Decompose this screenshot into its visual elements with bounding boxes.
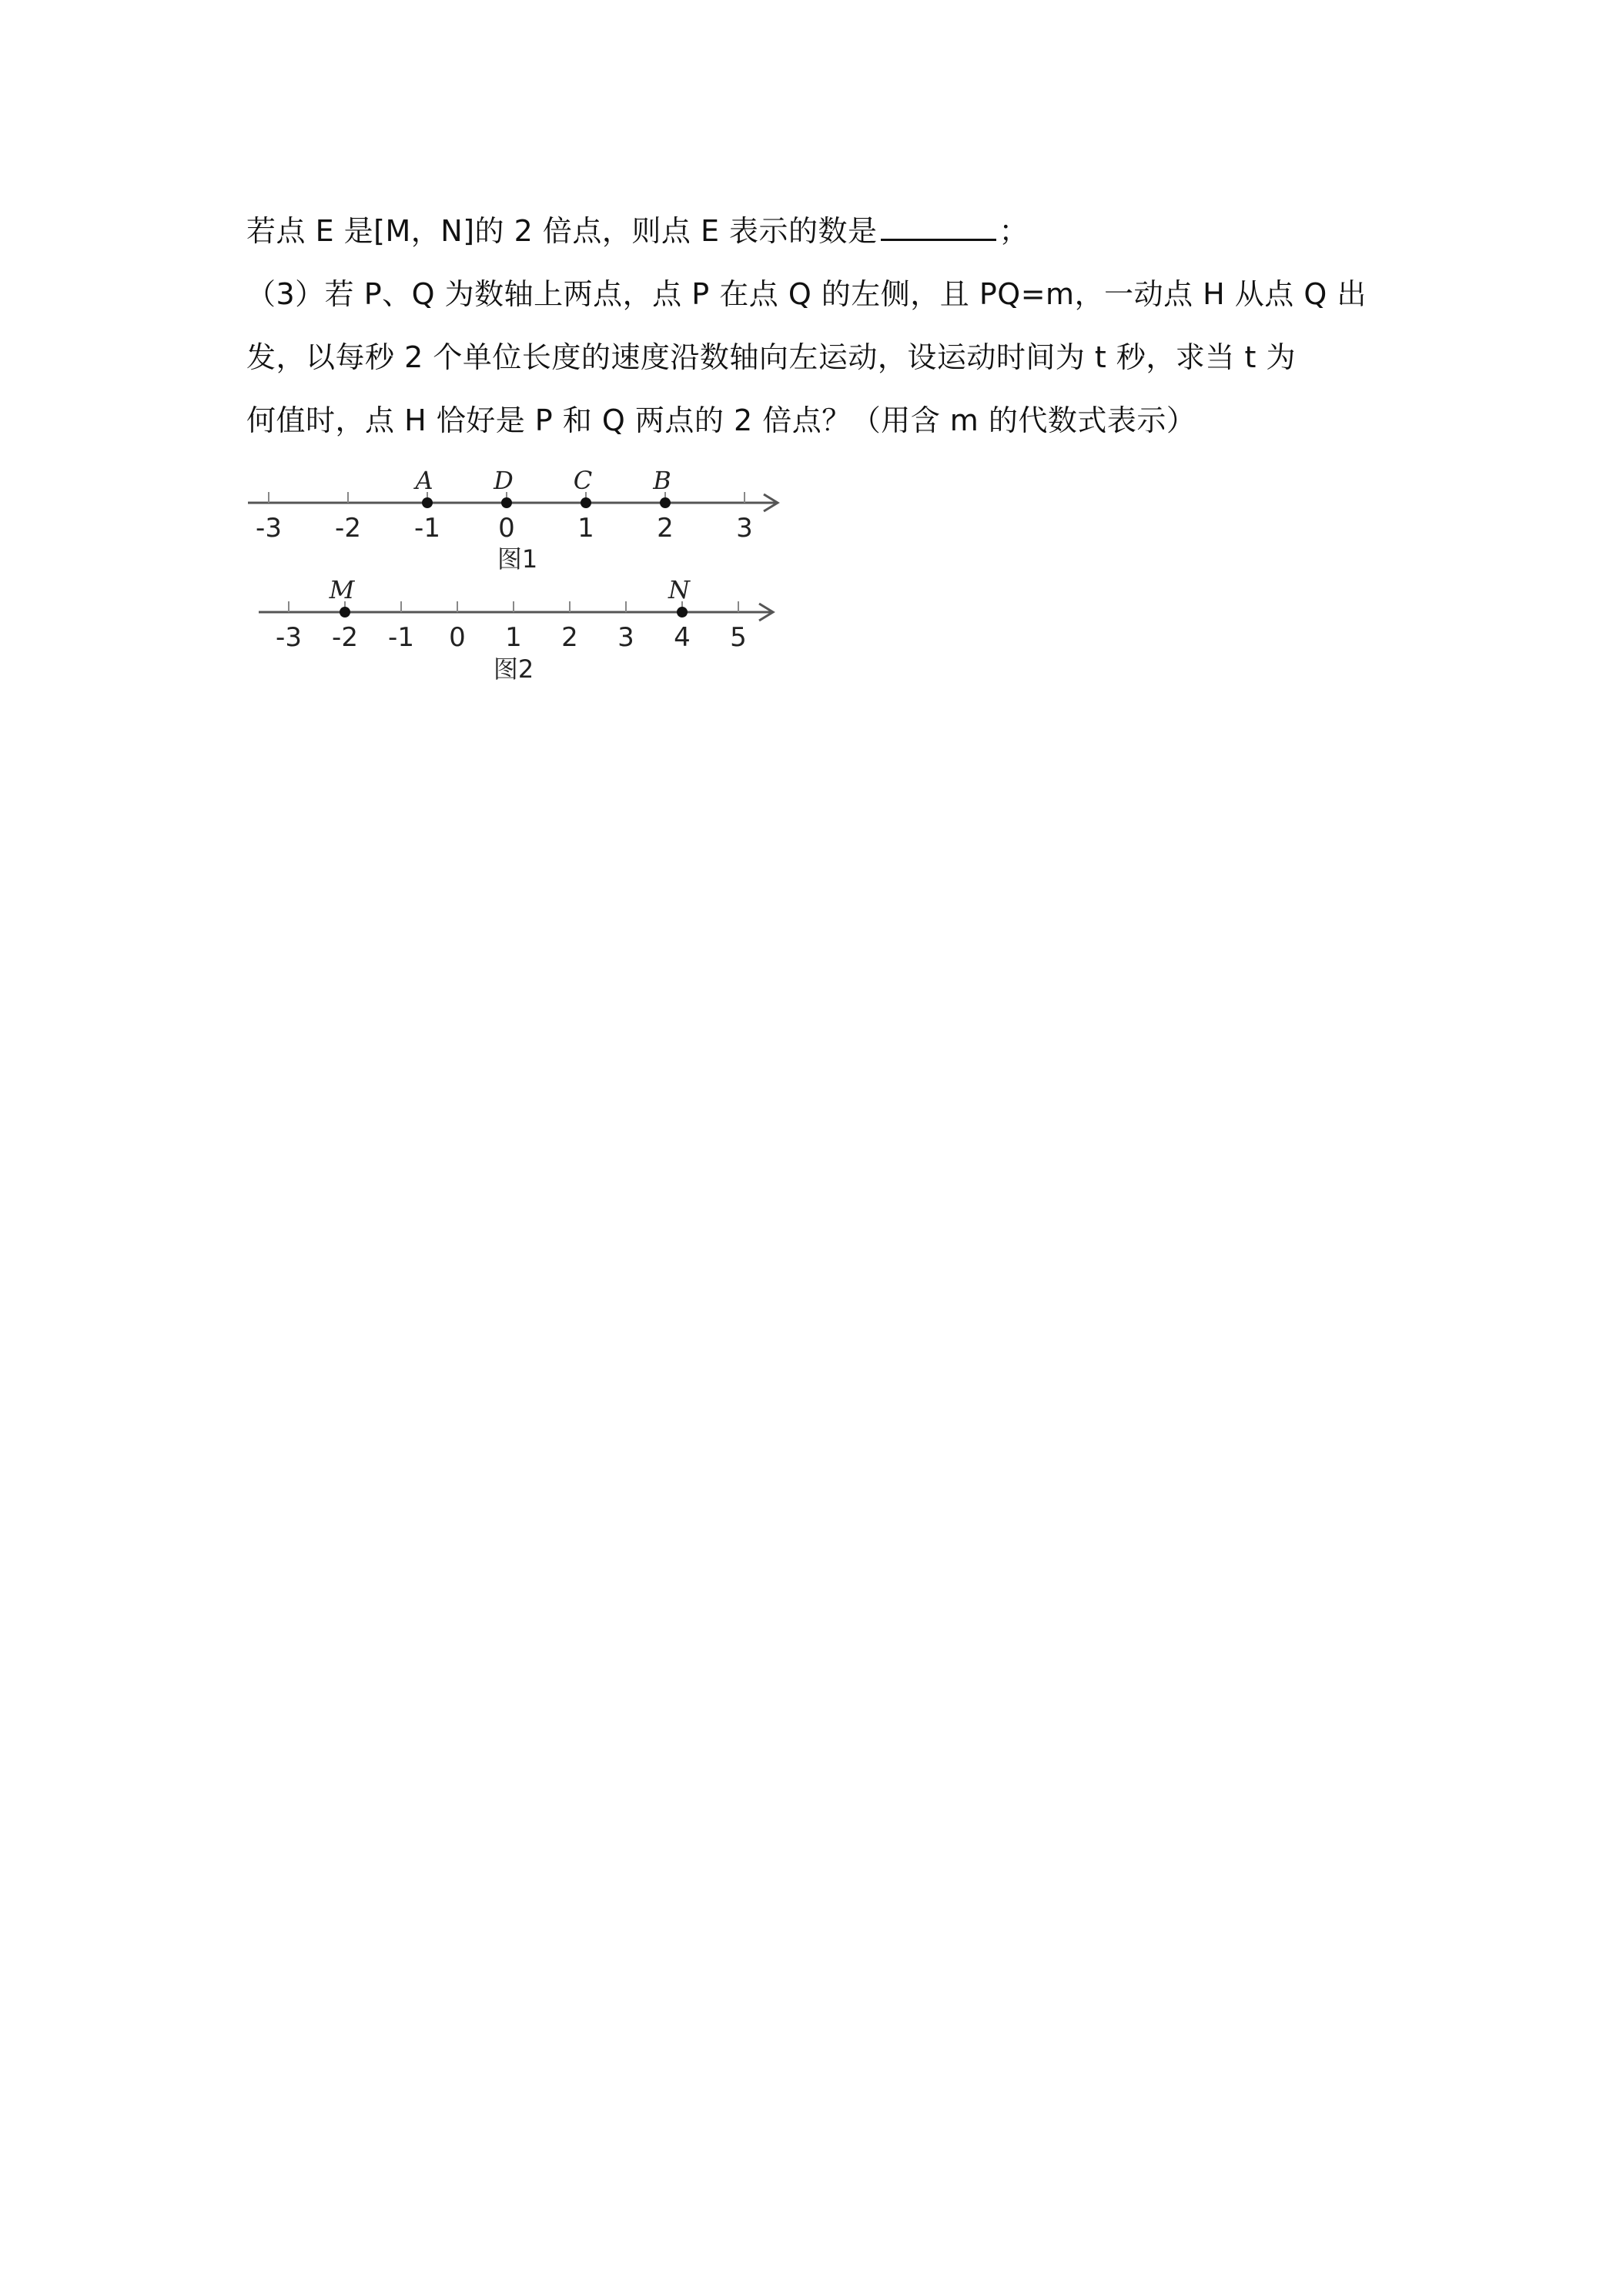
question-line-4: 何值时，点 H 恰好是 P 和 Q 两点的 2 倍点？（用含 m 的代数式表示） [246,403,1196,437]
figure-1-number-line [248,466,778,574]
question-line-2: （3）若 P、Q 为数轴上两点，点 P 在点 Q 的左侧，且 PQ=m，一动点 H 从点 Q 出 [246,277,1367,311]
tick-label: -3 [256,513,282,544]
tick-label: 2 [561,622,578,653]
point-dot [677,607,688,618]
tick-label: -2 [332,622,358,653]
tick-label: 1 [505,622,522,653]
tick-label: 2 [657,513,674,544]
tick-label: 3 [617,622,634,653]
point-dot [581,497,591,508]
tick-label: -1 [388,622,414,653]
tick-label: -2 [335,513,361,544]
line-1-tail: ； [999,214,1029,248]
tick-label: -3 [276,622,302,653]
point-dot [422,497,433,508]
tick-label: 0 [449,622,466,653]
point-label: A [415,466,433,495]
figure-caption: 图1 [497,544,538,574]
tick-label: 5 [730,622,747,653]
figure-caption: 图2 [493,654,534,684]
point-dot [660,497,671,508]
point-label: M [329,575,355,604]
point-label: C [573,466,593,495]
figure-2-number-line [259,575,773,684]
tick-label: 1 [577,513,594,544]
point-label: N [668,575,690,604]
point-label: D [494,466,514,495]
point-dot [501,497,512,508]
question-line-3: 发，以每秒 2 个单位长度的速度沿数轴向左运动，设运动时间为 t 秒，求当 t 为 [246,340,1296,374]
tick-label: 0 [498,513,515,544]
point-label: B [653,466,671,495]
tick-label: 4 [674,622,691,653]
line-1-text: 若点 E 是[M，N]的 2 倍点，则点 E 表示的数是 [246,214,878,248]
point-dot [340,607,350,618]
tick-label: 3 [736,513,753,544]
tick-label: -1 [414,513,440,544]
